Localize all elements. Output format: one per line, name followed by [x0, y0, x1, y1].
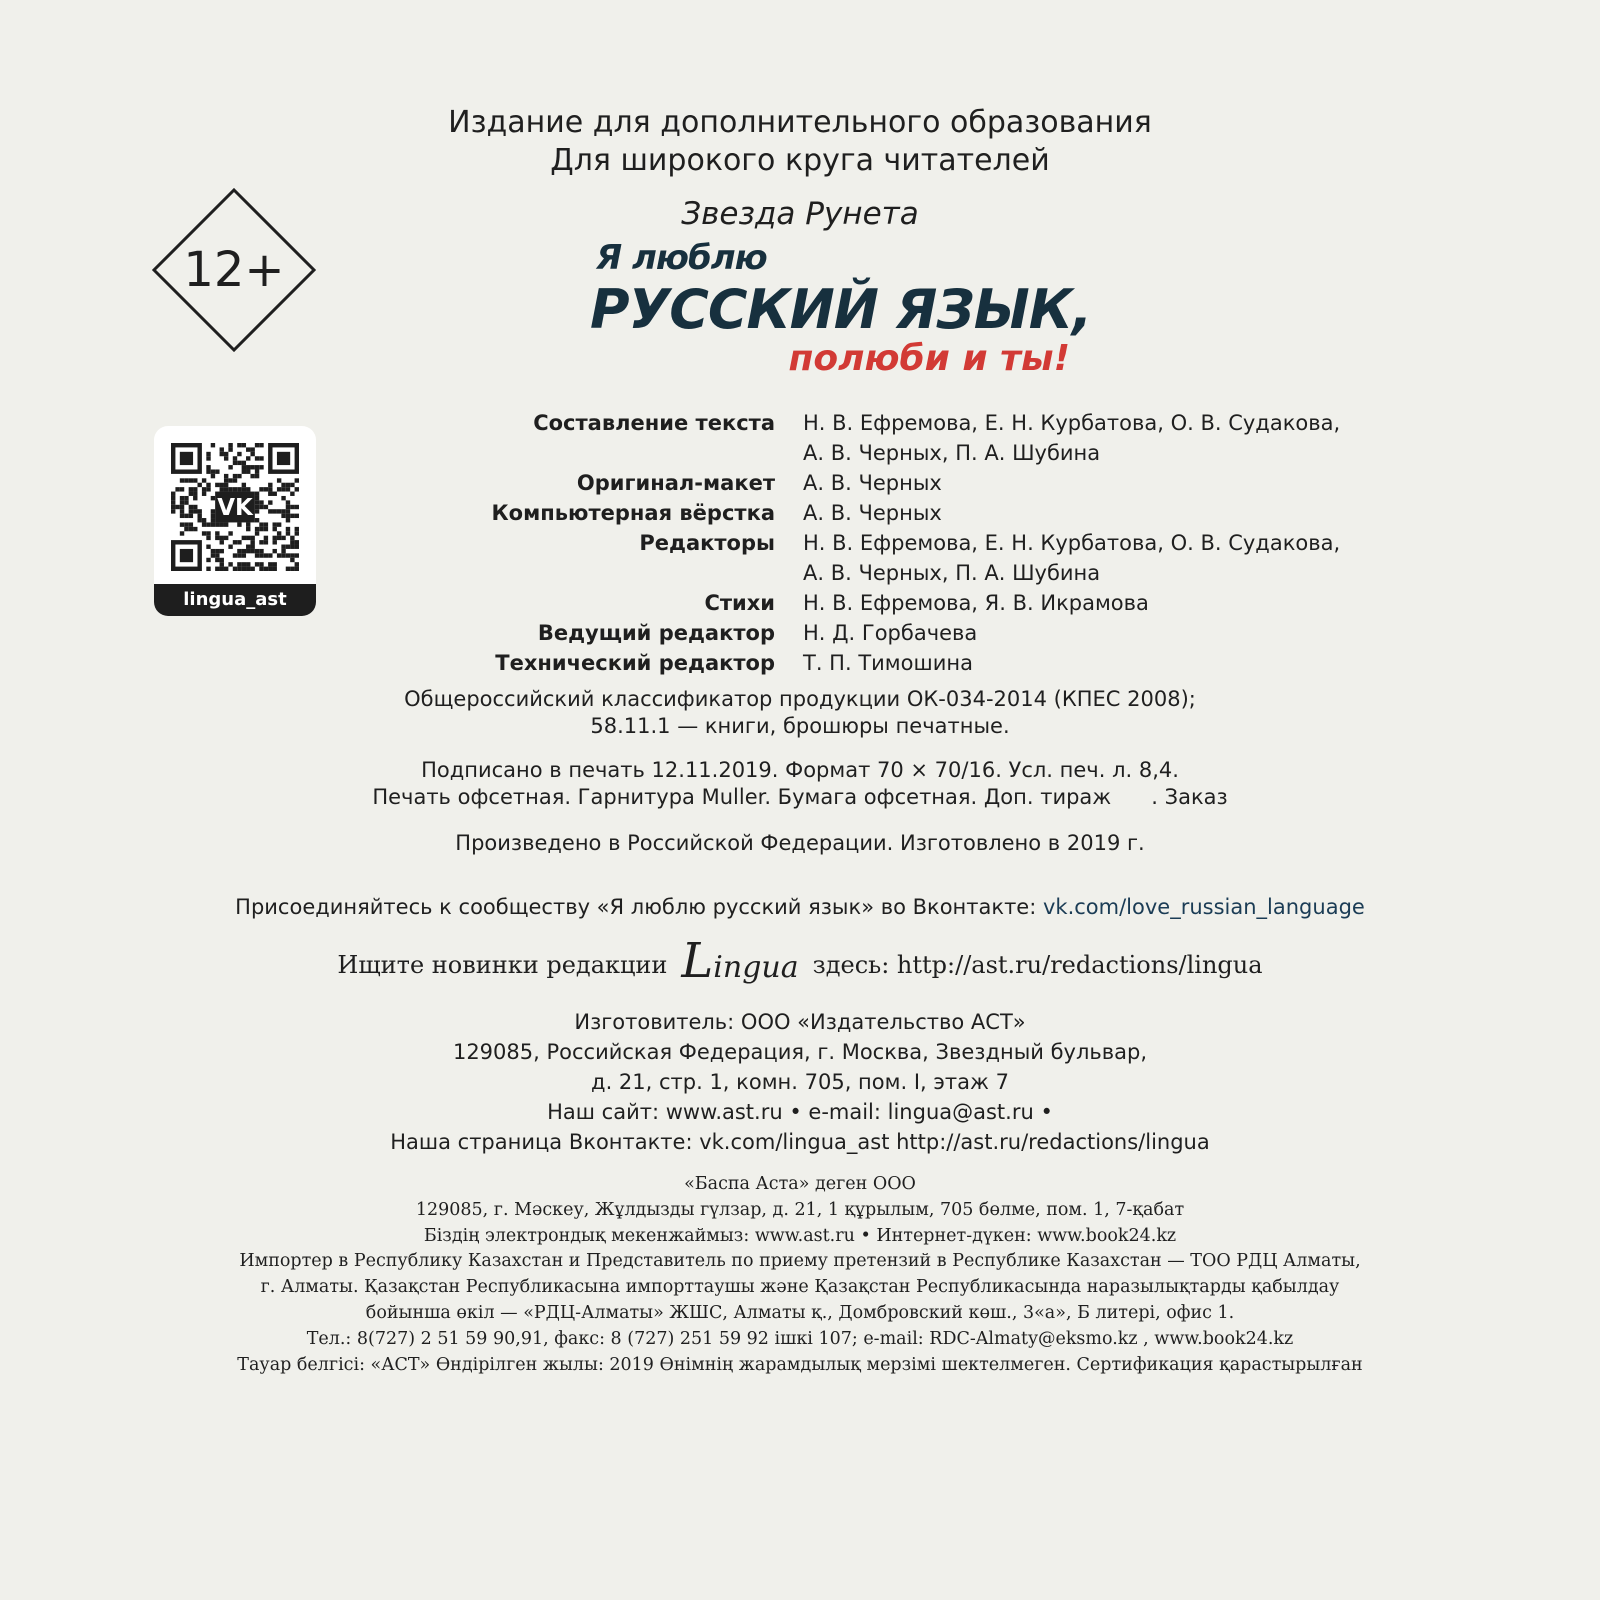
credit-row: [460, 648, 1360, 678]
credit-row: [460, 618, 1360, 648]
credit-role: Ведущий редактор: [537, 621, 775, 645]
classifier-line: Общероссийский классификатор продукции ОК-034-2014 (КПЕС 2008);: [404, 687, 1196, 711]
print-info-line: Подписано в печать 12.11.2019. Формат 70 × 70/16. Усл. печ. л. 8,4.: [421, 758, 1179, 782]
credit-role: Редакторы: [639, 531, 775, 555]
credit-names: [803, 408, 1343, 468]
credit-row: [460, 498, 1360, 528]
classifier-line: 58.11.1 — книги, брошюры печатные.: [590, 714, 1010, 738]
lingua-before: Ищите новинки редакции: [337, 951, 668, 979]
series-name: Звезда Рунета: [681, 196, 919, 232]
credit-names: Н. Д. Горбачева: [803, 621, 978, 645]
credit-role: Составление текста: [533, 411, 775, 435]
audience: Для широкого круга читателей: [550, 143, 1050, 178]
svg-text:VK: VK: [217, 494, 253, 521]
credit-role: Оригинал-макет: [576, 471, 775, 495]
credit-role: Стихи: [704, 591, 775, 615]
kz-line: «Баспа Аста» деген ООО: [684, 1174, 916, 1194]
kz-line: 129085, г. Мәскеу, Жұлдызды гүлзар, д. 21, 1 құрылым, 705 бөлме, пом. 1, 7-қабат: [415, 1199, 1185, 1220]
kazakhstan-info-block: [0, 1172, 1600, 1378]
kz-line: бойынша өкіл — «РДЦ-Алматы» ЖШС, Алматы қ., Домбровский көш., 3«а», Б литері, офис 1.: [365, 1302, 1235, 1323]
kz-line: г. Алматы. Қазақстан Республикасына импорттаушы және Қазақстан Республикасында наразылықтарды қабылдау: [260, 1277, 1340, 1298]
credit-role: Технический редактор: [495, 651, 775, 675]
produced-line: Произведено в Российской Федерации. Изготовлено в 2019 г.: [455, 831, 1145, 855]
manufacturer-line: Изготовитель: ООО «Издательство АСТ»: [574, 1010, 1026, 1034]
lingua-logo-initial: L: [681, 933, 714, 989]
kz-line: Біздің электрондық мекенжаймыз: www.ast.ru • Интернет-дүкен: www.book24.kz: [423, 1225, 1177, 1246]
credit-names-line: А. В. Черных, П. А. Шубина: [803, 561, 1101, 585]
qr-label: lingua_ast: [154, 584, 316, 616]
logo-line-2: РУССКИЙ ЯЗЫК,: [590, 278, 1092, 341]
credit-row: [460, 408, 1360, 468]
manufacturer-line: Наш сайт: www.ast.ru • e-mail: lingua@ast.ru •: [547, 1100, 1053, 1124]
manufacturer-line: Наша страница Вконтакте: vk.com/lingua_ast http://ast.ru/redactions/lingua: [390, 1130, 1210, 1154]
edition-type: Издание для дополнительного образования: [448, 105, 1152, 140]
vk-qr-icon: [171, 443, 299, 571]
credits-list: [460, 408, 1360, 678]
logo-line-1: Я люблю: [596, 238, 767, 278]
credit-names: А. В. Черных: [803, 471, 942, 495]
print-info-block: [0, 757, 1600, 811]
print-info-line: Печать офсетная. Гарнитура Muller. Бумага офсетная. Доп. тираж . Заказ: [372, 785, 1228, 809]
manufacturer-line: д. 21, стр. 1, комн. 705, пом. I, этаж 7: [591, 1070, 1009, 1094]
qr-card[interactable]: [154, 426, 316, 616]
lingua-logo-rest: ingua: [713, 950, 799, 985]
community-line: [0, 894, 1600, 921]
lingua-logo: [681, 933, 798, 989]
logo-line-3: полюби и ты!: [788, 338, 1070, 379]
credit-row: [460, 528, 1360, 588]
credit-row: [460, 468, 1360, 498]
credit-names-line: Н. В. Ефремова, Е. Н. Курбатова, О. В. Судакова,: [803, 531, 1341, 555]
credit-row: [460, 588, 1360, 618]
credit-names: Н. В. Ефремова, Я. В. Икрамова: [803, 591, 1149, 615]
lingua-after[interactable]: здесь: http://ast.ru/redactions/lingua: [812, 951, 1263, 979]
book-logo: [590, 238, 1092, 388]
credit-names: А. В. Черных: [803, 501, 942, 525]
kz-line: Импортер в Республику Казахстан и Представитель по приему претензий в Республике Казахстан — ТОО РДЦ Алматы,: [239, 1251, 1361, 1272]
age-rating-badge: [152, 188, 316, 352]
kz-line: Тел.: 8(727) 2 51 59 90,91, факс: 8 (727) 251 59 92 ішкі 107; e-mail: RDC-Almaty@eksmo.kz , www.book24.kz: [306, 1328, 1294, 1349]
manufacturer-line: 129085, Российская Федерация, г. Москва, Звездный бульвар,: [452, 1040, 1148, 1064]
classifier-block: [0, 686, 1600, 740]
credit-names: [803, 528, 1343, 588]
credit-names-line: А. В. Черных, П. А. Шубина: [803, 441, 1101, 465]
credit-names-line: Н. В. Ефремова, Е. Н. Курбатова, О. В. Судакова,: [803, 411, 1341, 435]
credit-role: Компьютерная вёрстка: [491, 501, 775, 525]
community-text: Присоединяйтесь к сообществу «Я люблю русский язык» во Вконтакте:: [235, 895, 1043, 919]
age-rating-text: 12+: [183, 242, 285, 298]
kz-line: Тауар белгісі: «АСТ» Өндірілген жылы: 2019 Өнімнің жарамдылық мерзімі шектелмеген. Сертификация қарастырылған: [237, 1354, 1363, 1375]
lingua-line: [0, 930, 1600, 1000]
community-link[interactable]: vk.com/love_russian_language: [1042, 895, 1365, 919]
manufacturer-block: [0, 1007, 1600, 1157]
credit-names: Т. П. Тимошина: [803, 651, 973, 675]
